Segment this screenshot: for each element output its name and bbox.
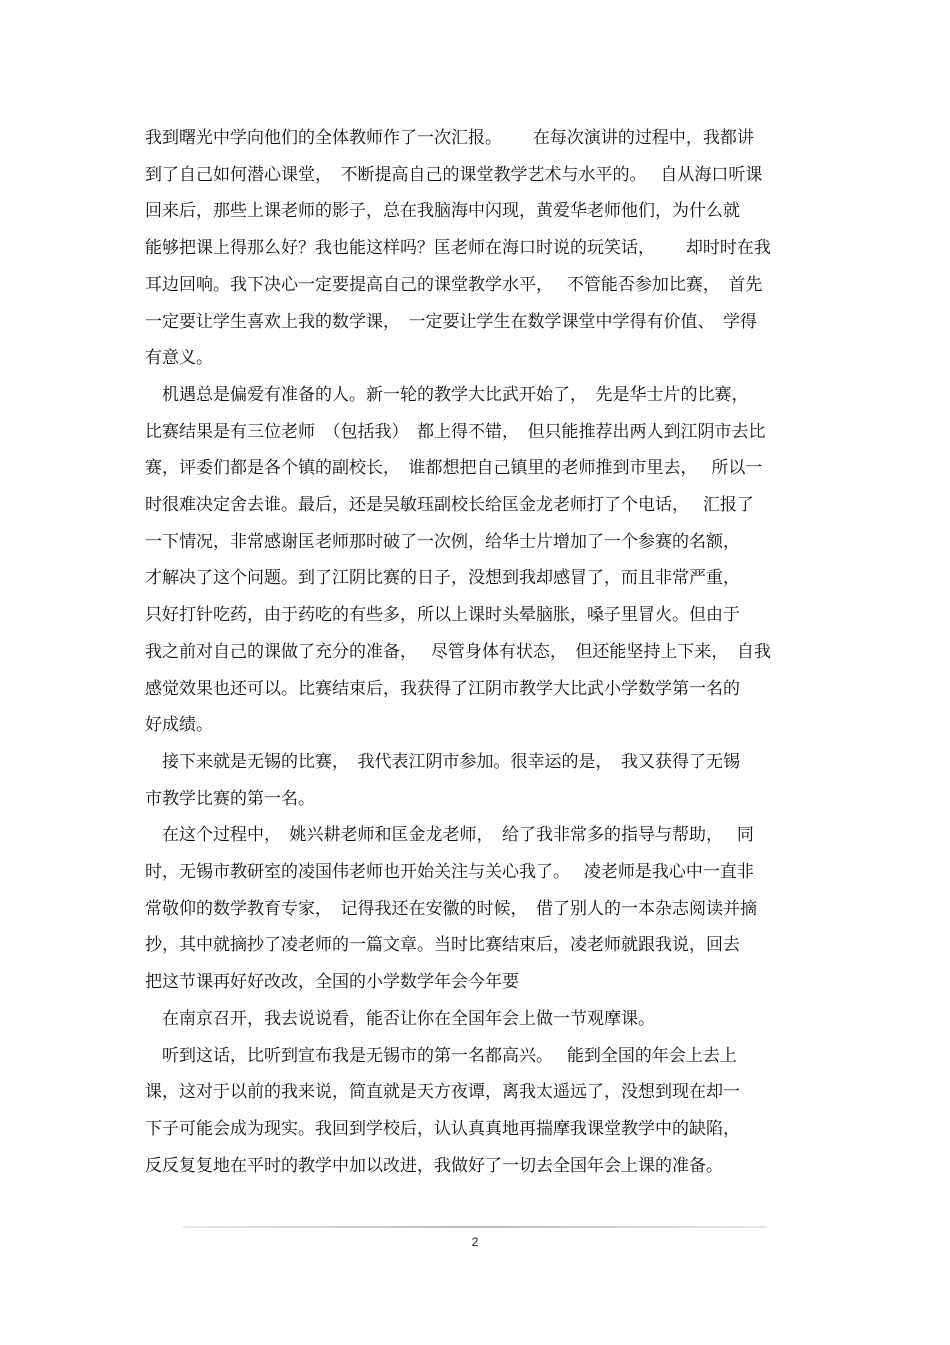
- text-line: 把这节课再好好改改，全国的小学数学年会今年要: [145, 972, 519, 992]
- text-line: 感觉效果也还可以。比赛结束后，我获得了江阴市教学大比武小学数学第一名的: [145, 679, 740, 699]
- text-line: 到了自己如何潜心课堂， 不断提高自己的课堂教学艺术与水平的。 自从海口听课: [145, 165, 763, 185]
- text-line: 好成绩。: [145, 715, 213, 735]
- text-line: 比赛结果是有三位老师 （包括我） 都上得不错， 但只能推荐出两人到江阴市去比: [145, 422, 766, 442]
- text-line: 有意义。: [145, 348, 213, 368]
- text-line: 时很难决定舍去谁。最后，还是吴敏珏副校长给匡金龙老师打了个电话， 汇报了: [145, 495, 754, 515]
- text-line: 市教学比赛的第一名。: [145, 789, 315, 809]
- text-line: 才解决了这个问题。到了江阴比赛的日子，没想到我却感冒了，而且非常严重，: [145, 568, 740, 588]
- text-line: 赛，评委们都是各个镇的副校长， 谁都想把自己镇里的老师推到市里去， 所以一: [145, 458, 763, 478]
- text-line: 机遇总是偏爱有准备的人。新一轮的教学大比武开始了， 先是华士片的比赛，: [145, 385, 749, 405]
- text-line: 我到曙光中学向他们的全体教师作了一次汇报。 在每次演讲的过程中，我都讲: [145, 128, 754, 148]
- text-line: 只好打针吃药，由于药吃的有些多，所以上课时头晕脑胀，嗓子里冒火。但由于: [145, 605, 740, 625]
- text-line: 在南京召开，我去说说看，能否让你在全国年会上做一节观摩课。: [145, 1009, 655, 1029]
- text-line: 一定要让学生喜欢上我的数学课， 一定要让学生在数学课堂中学得有价值、 学得: [145, 312, 757, 332]
- text-line: 反反复复地在平时的教学中加以改进，我做好了一切去全国年会上课的准备。: [145, 1156, 723, 1176]
- text-line: 一下情况，非常感谢匡老师那时破了一次例，给华士片增加了一个参赛的名额，: [145, 532, 740, 552]
- text-line: 课，这对于以前的我来说，简直就是天方夜谭，离我太遥远了，没想到现在却一: [145, 1082, 740, 1102]
- text-line: 接下来就是无锡的比赛， 我代表江阴市参加。很幸运的是， 我又获得了无锡: [145, 752, 740, 772]
- text-line: 下子可能会成为现实。我回到学校后，认认真真地再揣摩我课堂教学中的缺陷，: [145, 1119, 740, 1139]
- text-line: 我之前对自己的课做了充分的准备， 尽管身体有状态， 但还能坚持上下来， 自我: [145, 642, 771, 662]
- page-number: 2: [471, 1235, 479, 1249]
- text-line: 回来后，那些上课老师的影子，总在我脑海中闪现，黄爱华老师他们，为什么就: [145, 201, 740, 221]
- text-line: 常敬仰的数学教育专家， 记得我还在安徽的时候， 借了别人的一本杂志阅读并摘: [145, 899, 757, 919]
- text-line: 时，无锡市教研室的凌国伟老师也开始关注与关心我了。 凌老师是我心中一直非: [145, 862, 754, 882]
- text-line: 能够把课上得那么好？我也能这样吗？匡老师在海口时说的玩笑话， 却时时在我: [145, 238, 771, 258]
- text-line: 抄，其中就摘抄了凌老师的一篇文章。当时比赛结束后，凌老师就跟我说，回去: [145, 935, 740, 955]
- text-line: 在这个过程中， 姚兴耕老师和匡金龙老师， 给了我非常多的指导与帮助， 同: [145, 825, 754, 845]
- text-line: 听到这话，比听到宣布我是无锡市的第一名都高兴。 能到全国的年会上去上: [145, 1046, 737, 1066]
- footer-divider: [183, 1226, 767, 1228]
- text-line: 耳边回响。我下决心一定要提高自己的课堂教学水平， 不管能否参加比赛， 首先: [145, 275, 763, 295]
